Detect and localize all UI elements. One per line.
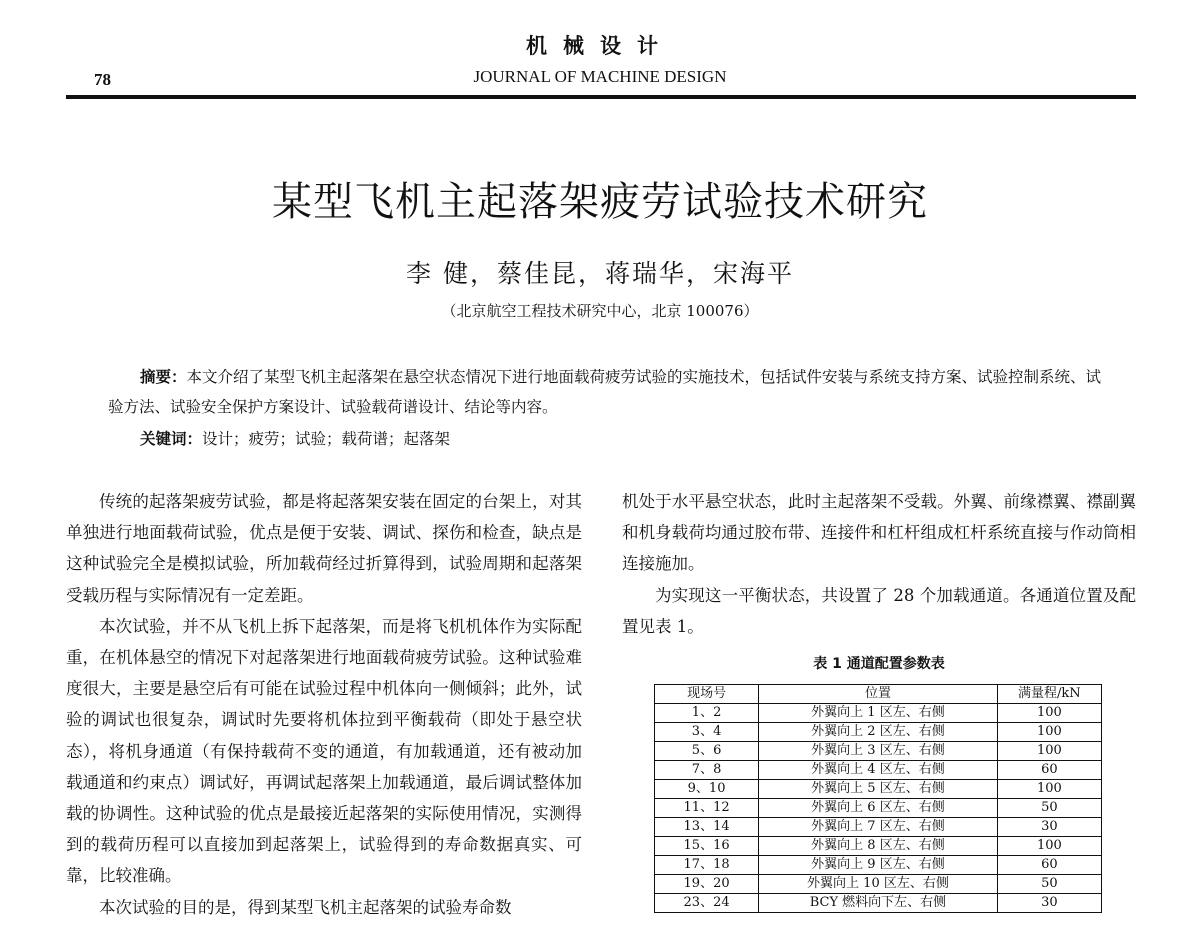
article-authors: 李 健，蔡佳昆，蒋瑞华，宋海平 — [406, 259, 794, 288]
page-number: 78 — [94, 70, 111, 89]
body-column-right — [622, 486, 1136, 642]
table-cell: 60 — [997, 761, 1101, 780]
table-cell: 5、6 — [655, 742, 759, 761]
abstract — [108, 362, 1108, 422]
table-cell: 30 — [997, 818, 1101, 837]
table-header-cell: 满量程/kN — [997, 685, 1101, 704]
table-row — [655, 761, 1102, 780]
keywords — [140, 427, 450, 449]
channel-config-table — [654, 684, 1102, 913]
table-row — [655, 780, 1102, 799]
table-cell: 3、4 — [655, 723, 759, 742]
table-cell: 1、2 — [655, 704, 759, 723]
article-affiliation: （北京航空工程技术研究中心，北京 100076） — [441, 302, 759, 320]
table-row — [655, 799, 1102, 818]
table-row — [655, 856, 1102, 875]
table-cell: 外翼向上 3 区左、右侧 — [759, 742, 998, 761]
table-cell: 外翼向上 5 区左、右侧 — [759, 780, 998, 799]
table-cell: 外翼向上 10 区左、右侧 — [759, 875, 998, 894]
header-rule — [66, 95, 1136, 99]
keywords-text: 设计；疲劳；试验；载荷谱；起落架 — [202, 430, 451, 448]
table-header-cell: 现场号 — [655, 685, 759, 704]
table-caption: 表 1 通道配置参数表 — [813, 656, 945, 672]
paragraph: 机处于水平悬空状态，此时主起落架不受载。外翼、前缘襟翼、襟副翼和机身载荷均通过胶布带、连接件和杠杆组成杠杆系统直接与作动筒相连接施加。 — [622, 492, 1136, 574]
table-row — [655, 704, 1102, 723]
table-header-cell: 位置 — [759, 685, 998, 704]
table-cell: 60 — [997, 856, 1101, 875]
paragraph: 传统的起落架疲劳试验，都是将起落架安装在固定的台架上，对其单独进行地面载荷试验，优点是便于安装、调试、探伤和检查，缺点是这种试验完全是模拟试验，所加载荷经过折算得到，试验周期和起落架受载历程与实际情况有一定差距。 — [66, 492, 582, 605]
table-cell: 23、24 — [655, 894, 759, 913]
table-cell: 外翼向上 1 区左、右侧 — [759, 704, 998, 723]
journal-title-cn: 机械设计 — [526, 34, 674, 58]
table-cell: 100 — [997, 704, 1101, 723]
table-row — [655, 894, 1102, 913]
table-cell: 100 — [997, 742, 1101, 761]
table-row — [655, 742, 1102, 761]
table-cell: 15、16 — [655, 837, 759, 856]
keywords-label: 关键词： — [140, 430, 203, 448]
table-cell: 50 — [997, 799, 1101, 818]
table-cell: 100 — [997, 780, 1101, 799]
article-title: 某型飞机主起落架疲劳试验技术研究 — [272, 179, 928, 225]
paragraph: 为实现这一平衡状态，共设置了 28 个加载通道。各通道位置及配置见表 1。 — [622, 585, 1136, 636]
table-cell: 19、20 — [655, 875, 759, 894]
table-row — [655, 818, 1102, 837]
paragraph: 本次试验的目的是，得到某型飞机主起落架的试验寿命数 — [99, 897, 512, 917]
table-cell: 13、14 — [655, 818, 759, 837]
journal-title-en: JOURNAL OF MACHINE DESIGN — [473, 67, 727, 86]
table-cell: 100 — [997, 723, 1101, 742]
table-row — [655, 875, 1102, 894]
table-cell: 7、8 — [655, 761, 759, 780]
table-header-row — [655, 685, 1102, 704]
table-cell: 50 — [997, 875, 1101, 894]
paragraph: 本次试验，并不从飞机上拆下起落架，而是将飞机机体作为实际配重，在机体悬空的情况下对起落架进行地面载荷疲劳试验。这种试验难度很大，主要是悬空后有可能在试验过程中机体向一侧倾斜；此外，试验的调试也很复杂，调试时先要将机体拉到平衡载荷（即处于悬空状态），将机身通道（有保持载荷不变的通道，有加载通道，还有被动加载通道和约束点）调试好，再调试起落架上加载通道，最后调试整体加载的协调性。这种试验的优点是最接近起落架的实际使用情况，实测得到的载荷历程可以直接加到起落架上，试验得到的寿命数据真实、可靠，比较准确。 — [66, 616, 582, 886]
table-row — [655, 723, 1102, 742]
table-cell: 11、12 — [655, 799, 759, 818]
table-row — [655, 837, 1102, 856]
body-column-left — [66, 486, 582, 923]
table-cell: 外翼向上 2 区左、右侧 — [759, 723, 998, 742]
table-cell: 外翼向上 8 区左、右侧 — [759, 837, 998, 856]
table-cell: 外翼向上 6 区左、右侧 — [759, 799, 998, 818]
abstract-text: 本文介绍了某型飞机主起落架在悬空状态情况下进行地面载荷疲劳试验的实施技术，包括试件安装与系统支持方案、试验控制系统、试验方法、试验安全保护方案设计、试验载荷谱设计、结论等内容。 — [108, 368, 1102, 416]
table-cell: 100 — [997, 837, 1101, 856]
table-cell: 30 — [997, 894, 1101, 913]
table-cell: BCY 燃料向下左、右侧 — [759, 894, 998, 913]
abstract-label: 摘要： — [140, 368, 187, 386]
table-cell: 外翼向上 7 区左、右侧 — [759, 818, 998, 837]
table-cell: 外翼向上 9 区左、右侧 — [759, 856, 998, 875]
table-cell: 17、18 — [655, 856, 759, 875]
table-cell: 9、10 — [655, 780, 759, 799]
table-cell: 外翼向上 4 区左、右侧 — [759, 761, 998, 780]
